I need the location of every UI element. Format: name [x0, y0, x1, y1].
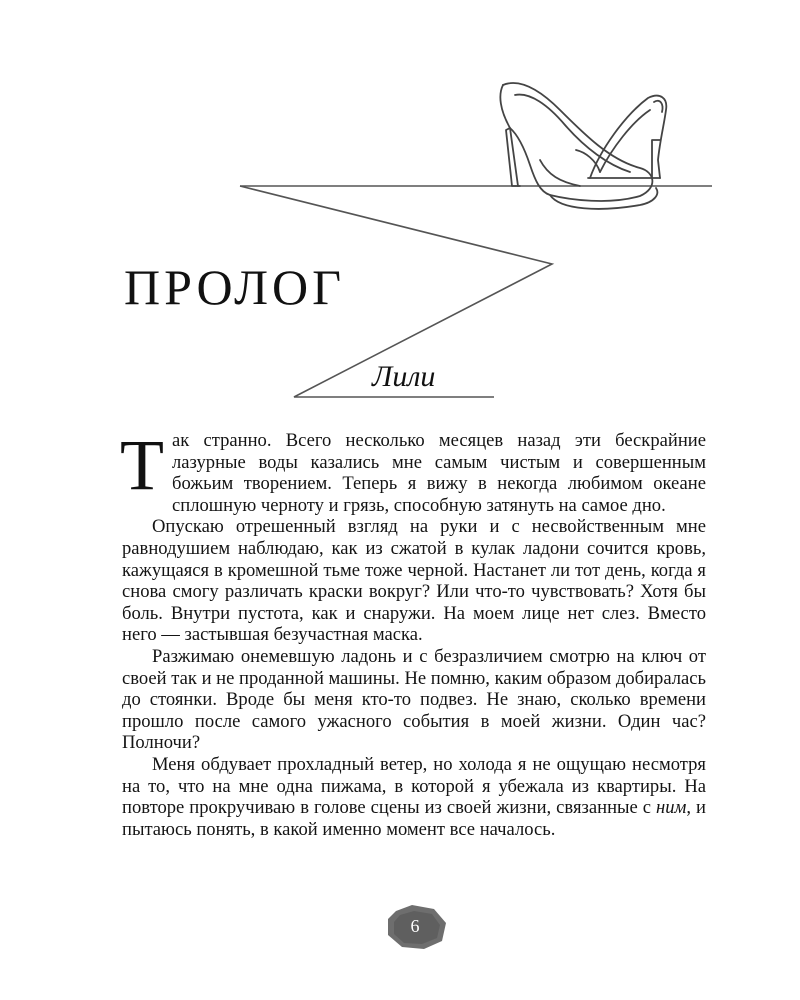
- chapter-subtitle: Лили: [372, 360, 436, 393]
- page-number: 6: [410, 916, 420, 936]
- chapter-title: ПРОЛОГ: [124, 259, 346, 315]
- paragraph-2: Опускаю отрешенный взгляд на руки и с несвойственным мне равнодушием наблюдаю, как из сжатой в кулак ладони сочится кровь, кажущаяся в кромешной тьме тоже черной. Настанет ли тот день, когда я снова смогу различать краски вокруг? Или что-то чувствовать? Хотя бы боль. Внутри пустота, как и снаружи. На моем лице нет слез. Вместо него — застывшая безучастная маска.: [122, 516, 706, 646]
- paragraph-1-text: ак странно. Всего несколько месяцев назад эти бескрайние лазурные воды казались мне самым чистым и совершенным божьим творением. Теперь я вижу в некогда любимом океане сплошную черноту и грязь, способную затянуть на самое дно.: [171, 430, 706, 516]
- body-text: [120, 425, 707, 840]
- decorative-illustration: [0, 0, 800, 420]
- paragraph-4-emphasis: ним: [656, 797, 687, 819]
- paragraph-4-text-end: , и пытаюсь понять, в какой именно момент все началось.: [122, 797, 707, 840]
- page-number-badge: [382, 903, 452, 953]
- shoe-back-icon: [576, 96, 666, 178]
- paragraph-4: [122, 754, 706, 840]
- drop-cap: Т: [120, 425, 164, 505]
- paragraph-4-text-start: Меня обдувает прохладный ветер, но холода я не ощущаю несмотря на то, что на мне одна пижама, в которой я убежала из квартиры. На повторе прокручиваю в голове сцены из своей жизни, связанные с: [122, 753, 706, 819]
- paragraph-3: Разжимаю онемевшую ладонь и с безразличием смотрю на ключ от своей так и не проданной машины. Не помню, каким образом добиралась до стоянки. Вроде бы меня кто-то подвез. Не знаю, сколько времени прошло после самого ужасного события в моей жизни. Один час? Полночи?: [122, 645, 707, 754]
- shoe-front-icon: [500, 83, 657, 209]
- paragraph-1: [120, 425, 706, 516]
